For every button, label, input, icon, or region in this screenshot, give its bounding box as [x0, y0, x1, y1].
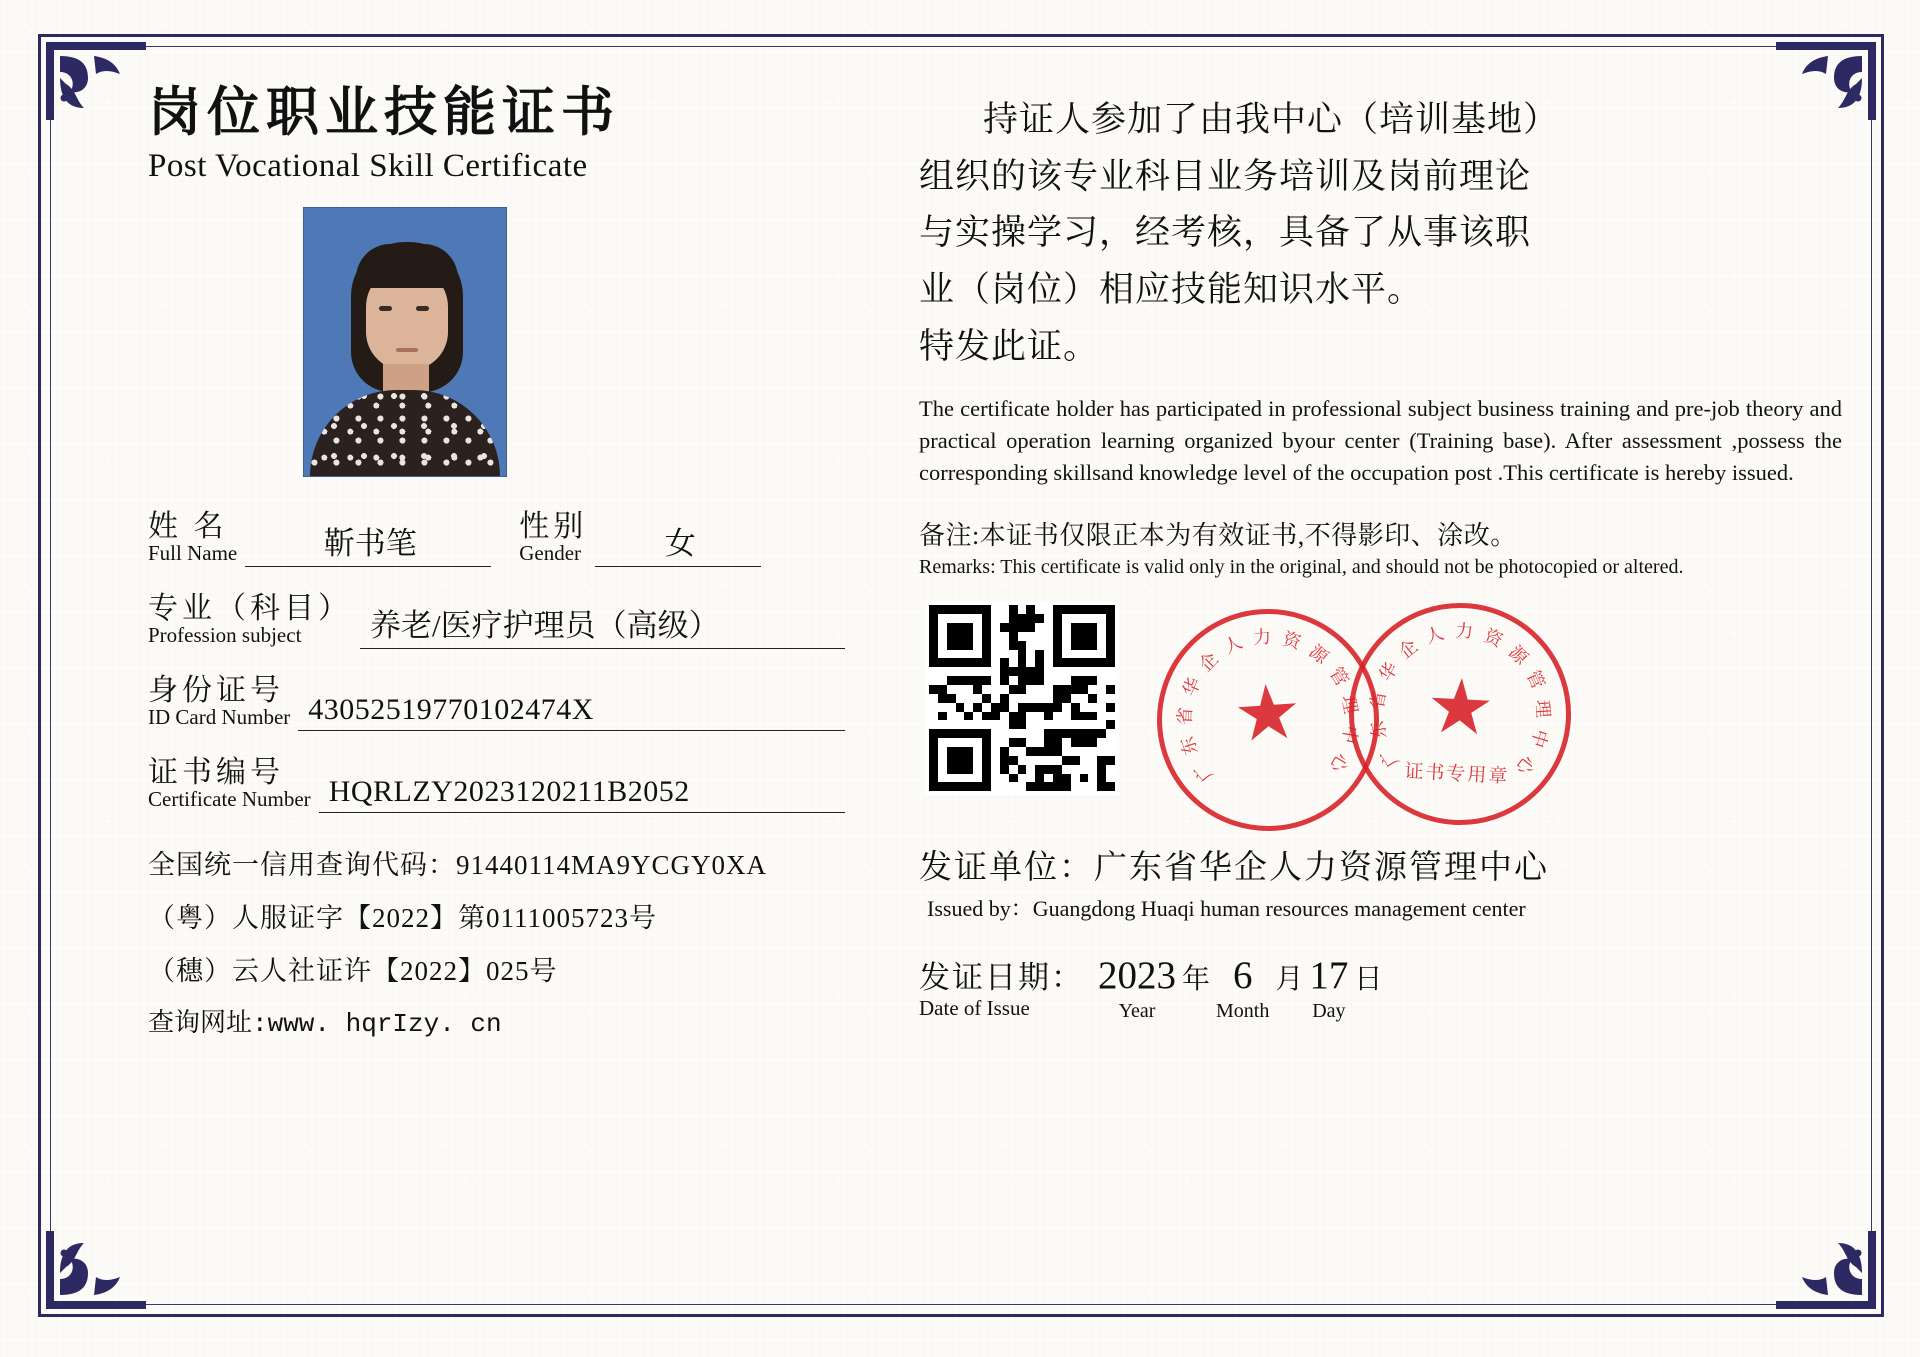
date-year-value: 2023 [1098, 954, 1176, 998]
seal-ring-char: 中 [1338, 724, 1362, 746]
qr-code-grid [929, 605, 1115, 791]
field-label-en: Profession subject [148, 622, 302, 647]
issuer-cn [919, 841, 1842, 888]
field-label-en: Full Name [148, 540, 238, 565]
date-of-issue-row [919, 953, 1842, 1023]
field-value-text: 43052519770102474X [308, 692, 594, 726]
date-of-issue-label [919, 961, 1084, 1020]
seal-ring-char: 管 [1522, 667, 1549, 693]
seal-ring-char: 力 [1252, 626, 1272, 649]
seal-ring-char: 东 [1367, 719, 1391, 742]
seal-ring-char: 东 [1176, 734, 1202, 758]
date-label-cn: 发证日期： [919, 960, 1084, 996]
statement-cn-line: 特发此证。 [919, 326, 1100, 366]
date-month-unit: 月 [1275, 964, 1304, 996]
page-title-en: Post Vocational Skill Certificate [148, 147, 588, 184]
seal-ring-char: 华 [1179, 674, 1205, 700]
field-value-gender [595, 518, 761, 567]
field-label-cn: 姓 名 [148, 509, 228, 543]
field-label-id-card [148, 675, 290, 731]
official-seal-2 [1343, 598, 1576, 831]
date-year-unit: 年 [1182, 964, 1211, 996]
field-value-certificate-number [319, 771, 845, 813]
date-year-sub: Year [1118, 1000, 1156, 1023]
issuer-value-en: Guangdong Huaqi human resources management center [1032, 896, 1526, 922]
seal-bottom-label: 证书专用章 [1403, 761, 1510, 788]
seal-ring-char: 人 [1422, 622, 1447, 648]
field-value-profession [360, 600, 845, 649]
seal-ring-char: 省 [1366, 689, 1390, 711]
remarks-en: Remarks: This certificate is valid only in the original, and should not be photocopied or altered. [919, 556, 1684, 579]
field-label-en: Gender [519, 540, 582, 565]
statement-en: The certificate holder has participated in professional subject business training and pre-job theory and practical operation learning organized byour center (Training base). After assessment ,possess the corresponding skillsand knowledge level of the occupation post .This certificate is hereby issued. [919, 396, 1842, 486]
seal-ring-char: 广 [1190, 759, 1217, 786]
certificate-right-column [905, 56, 1862, 1295]
seal-ring-char: 管 [1325, 663, 1352, 690]
seal-ring-char: 中 [1527, 727, 1552, 751]
field-row-profession [148, 593, 845, 649]
photo-fringe [356, 244, 458, 288]
footer-line-credit-code: 全国统一信用查询代码：91440114MA9YCGY0XA [148, 849, 768, 880]
seal-ring-char: 资 [1280, 628, 1304, 653]
field-label-profession [148, 593, 352, 649]
statement-cn-line: 与实操学习，经考核，具备了从事该职 [919, 213, 1532, 253]
seal-ring-char: 人 [1220, 632, 1246, 658]
qr-and-seals [919, 601, 1842, 831]
statement-cn [919, 92, 1842, 375]
field-list [148, 511, 905, 813]
photo-eye-right [416, 306, 429, 311]
date-label-en: Date of Issue [919, 996, 1030, 1021]
date-month-sub: Month [1216, 1000, 1270, 1023]
holder-photo [303, 207, 505, 475]
field-value-text: 养老/医疗护理员（高级） [370, 607, 720, 643]
field-label-cn: 证书编号 [148, 755, 284, 789]
footer-line-license-1: （粤）人服证字【2022】第0111005723号 [148, 902, 657, 933]
field-row-certificate-number [148, 757, 845, 813]
seal-star-icon: ★ [1424, 664, 1497, 752]
issuer-value-cn: 广东省华企人力资源管理中心 [1094, 850, 1549, 887]
field-value-id-card [298, 689, 845, 731]
field-label-en: Certificate Number [148, 786, 311, 811]
field-row-id-card [148, 675, 845, 731]
issuer-block [919, 841, 1842, 923]
photo-eye-left [379, 306, 392, 311]
seal-ring-char: 理 [1338, 694, 1362, 716]
date-of-issue-values [1096, 953, 1386, 1023]
field-row-name-gender [148, 511, 845, 567]
field-label-gender [519, 511, 587, 567]
seal-ring-char: 资 [1481, 625, 1506, 652]
issuer-label-en: Issued by： [927, 896, 1033, 922]
seal-ring-char: 力 [1454, 620, 1474, 642]
issuer-en [919, 892, 1842, 923]
seal-ring-char: 省 [1174, 706, 1196, 726]
field-value-text: 女 [664, 525, 696, 561]
footer-line-license-2: （穗）云人社证许【2022】025号 [148, 955, 558, 986]
date-month-value: 6 [1232, 954, 1253, 998]
field-value-full-name [245, 518, 491, 567]
statement-cn-line: 持证人参加了由我中心（培训基地） [983, 100, 1560, 139]
date-day-sub: Day [1312, 1000, 1346, 1023]
certificate-content [60, 56, 1862, 1295]
seal-ring-char: 华 [1375, 659, 1402, 685]
field-label-cn: 专业（科目） [148, 591, 352, 625]
photo-portrait [303, 207, 507, 477]
remarks-cn: 备注:本证书仅限正本为有效证书,不得影印、涂改。 [919, 521, 1517, 551]
field-label-en: ID Card Number [148, 704, 291, 729]
field-value-text: HQRLZY2023120211B2052 [328, 774, 690, 808]
field-label-full-name [148, 511, 237, 567]
qr-code-icon[interactable] [925, 601, 1119, 795]
seal-star-icon: ★ [1230, 669, 1305, 759]
seal-ring-char: 心 [1325, 750, 1353, 776]
seal-ring-char: 源 [1305, 641, 1332, 668]
seal-ring-char: 企 [1394, 636, 1422, 663]
date-month-group [1216, 953, 1269, 1023]
field-label-certificate-number [148, 757, 311, 813]
field-value-text: 靳书笔 [323, 525, 417, 561]
statement-cn-line: 业（岗位）相应技能知识水平。 [919, 270, 1424, 310]
statement-cn-line: 组织的该专业科目业务培训及岗前理论 [919, 156, 1532, 196]
date-day-value: 17 [1309, 954, 1349, 998]
seal-ring-char: 源 [1504, 641, 1532, 669]
certificate-left-column [60, 56, 905, 1295]
page-title-cn: 岗位职业技能证书 [148, 84, 620, 142]
photo-mouth [396, 348, 418, 352]
seal-ring-char: 广 [1376, 745, 1403, 772]
footer-line-query-url: 查询网址:www. hqrIzy. cn [148, 1008, 502, 1039]
photo-clothing [310, 390, 500, 477]
field-label-cn: 身份证号 [148, 673, 284, 707]
date-day-group [1309, 953, 1348, 1023]
seal-ring-char: 企 [1195, 648, 1223, 676]
seal-ring-char: 心 [1511, 752, 1539, 779]
footer-registration-info [148, 843, 905, 1039]
field-label-cn: 性别 [519, 509, 588, 543]
seal-ring-char: 理 [1532, 699, 1554, 719]
date-day-unit: 日 [1354, 964, 1383, 996]
date-year-group [1098, 953, 1176, 1023]
issuer-label-cn: 发证单位： [919, 850, 1094, 887]
